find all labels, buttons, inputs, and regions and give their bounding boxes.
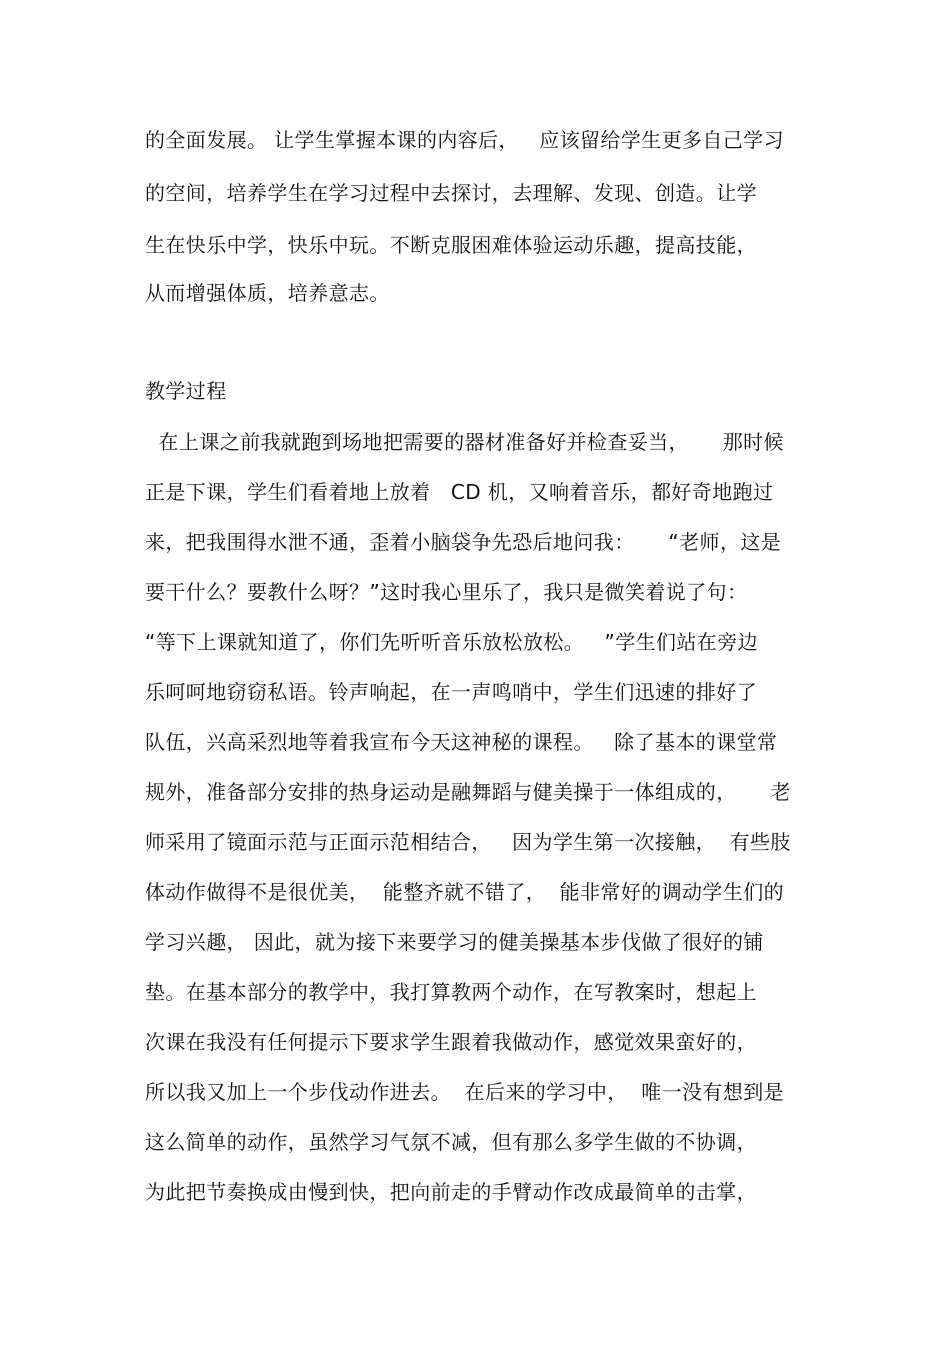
body-line-5: “等下上课就知道了，你们先听听音乐放松放松。 ”学生们站在旁边 [145, 630, 758, 654]
body-line-1: 在上课之前我就跑到场地把需要的器材准备好并检查妥当， 那时候 [145, 430, 784, 454]
body-line-2: 正是下课，学生们看着地上放着 CD 机，又响着音乐，都好奇地跑过 [145, 480, 774, 504]
body-line-16: 为此把节奏换成由慢到快，把向前走的手臂动作改成最简单的击掌， [145, 1180, 757, 1204]
body-line-9: 师采用了镜面示范与正面示范相结合， 因为学生第一次接触， 有些肢 [145, 830, 791, 854]
body-line-10: 体动作做得不是很优美， 能整齐就不错了， 能非常好的调动学生们的 [145, 880, 785, 904]
body-line-11: 学习兴趣， 因此，就为接下来要学习的健美操基本步伐做了很好的铺 [145, 930, 764, 954]
body-line-4: 要干什么？要教什么呀？”这时我心里乐了，我只是微笑着说了句： [145, 580, 748, 604]
body-line-8: 规外，准备部分安排的热身运动是融舞蹈与健美操于一体组成的， 老 [145, 780, 791, 804]
body-line-13: 次课在我没有任何提示下要求学生跟着我做动作，感觉效果蛮好的， [145, 1030, 757, 1054]
body-line-7: 队伍，兴高采烈地等着我宣布今天这神秘的课程。 除了基本的课堂常 [145, 730, 778, 754]
body-line-14: 所以我又加上一个步伐动作进去。 在后来的学习中， 唯一没有想到是 [145, 1080, 785, 1104]
body-line-3: 来，把我围得水泄不通，歪着小脑袋争先恐后地问我： “老师，这是 [145, 530, 782, 554]
body-line-6: 乐呵呵地窃窃私语。铃声响起，在一声鸣哨中，学生们迅速的排好了 [145, 680, 757, 704]
intro-line-3: 生在快乐中学，快乐中玩。不断克服困难体验运动乐趣，提高技能， [145, 233, 757, 257]
section-heading: 教学过程 [145, 379, 227, 403]
intro-line-1: 的全面发展。 让学生掌握本课的内容后， 应该留给学生更多自己学习 [145, 128, 785, 152]
body-line-12: 垫。在基本部分的教学中，我打算教两个动作，在写教案时，想起上 [145, 980, 757, 1004]
intro-line-4: 从而增强体质，培养意志。 [145, 281, 390, 305]
intro-line-2: 的空间，培养学生在学习过程中去探讨，去理解、发现、创造。让学 [145, 181, 757, 205]
body-line-15: 这么简单的动作，虽然学习气氛不减，但有那么多学生做的不协调， [145, 1130, 757, 1154]
